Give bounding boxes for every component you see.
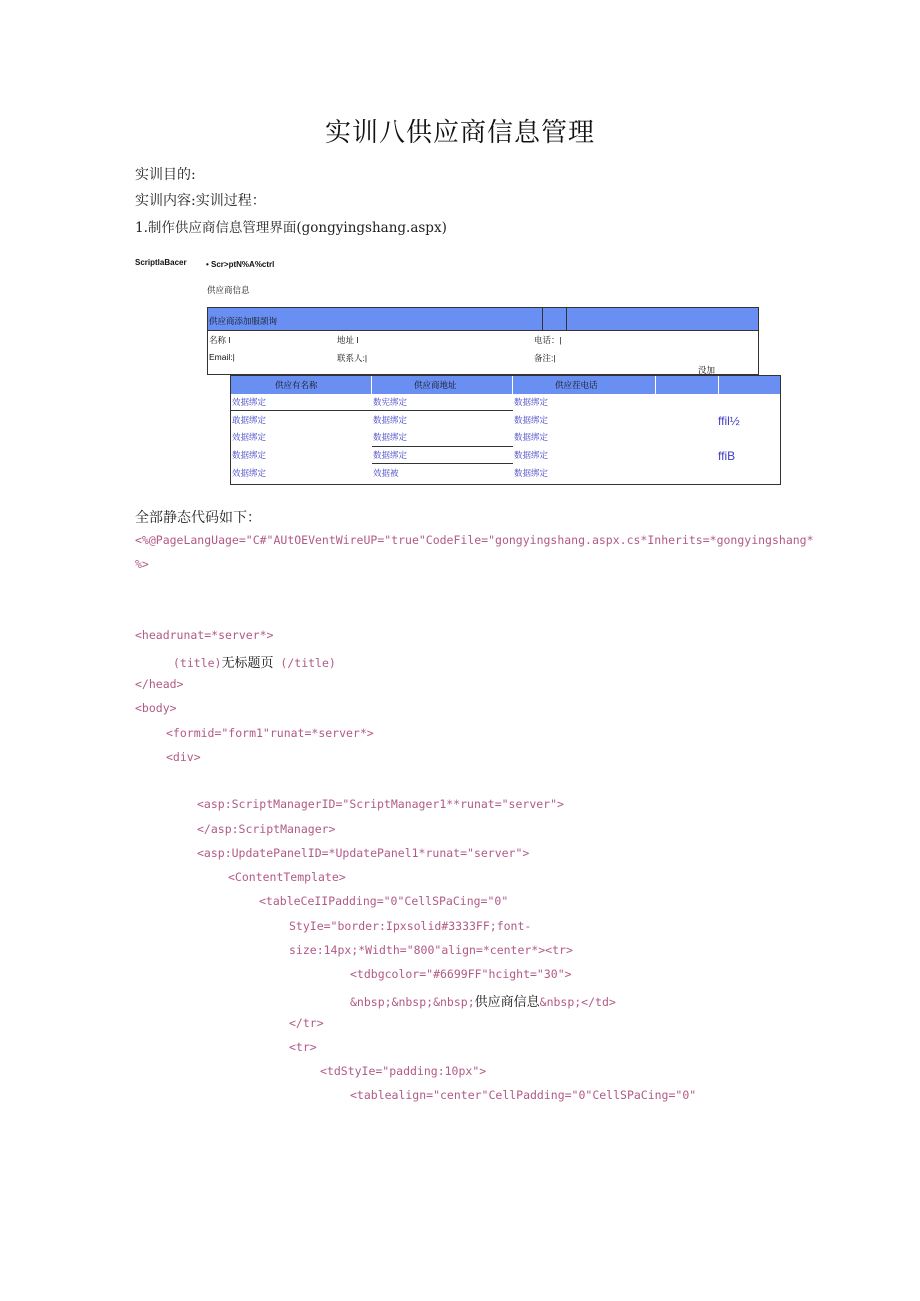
code-line-tr-close: </tr> (289, 1016, 324, 1030)
grid-cell: 效据绑定 (232, 397, 267, 407)
content-line: 实训内容:实训过程： (135, 193, 266, 209)
grid-header-name: 供应有名称 (275, 380, 318, 390)
grid-cell: 数据绑定 (514, 432, 549, 442)
email-field[interactable]: Email:| (209, 352, 235, 362)
grid-cell: 数据绑定 (514, 468, 549, 478)
code-line-table-style: StyIe="border:Ipxsolid#3333FF;font- (289, 919, 532, 933)
grid-cell: 数据绑定 (232, 450, 267, 460)
code-line-td-padding: <tdStyIe="padding:10px"> (320, 1064, 487, 1078)
grid-cell: 效据绑定 (232, 432, 267, 442)
grid-header-row (231, 376, 780, 394)
script-label: ScriptlaBacer (135, 258, 187, 267)
grid-cell: 数据绑定 (373, 450, 408, 460)
code-line-table-size: size:14px;*Width="800"align=*center*><tr> (289, 943, 573, 957)
code-line-page-directive: <%@PageLangUage="C#"AUtOEVentWireUP="true"CodeFile="gongyingshang.aspx.cs*Inherits=*gongyingshang* (135, 533, 814, 547)
grid-cell: 数据绑定 (514, 450, 549, 460)
code-token: (title) (173, 656, 222, 670)
code-line-scriptmanager-open: <asp:ScriptManagerID="ScriptManager1**runat="server"> (197, 797, 564, 811)
panel-title: 供应商添加服颉询 (209, 316, 278, 326)
address-field[interactable]: 地址 I (337, 335, 359, 345)
step1-line: 1.制作供应商信息管理界面(gongyingshang.aspx) (135, 220, 447, 236)
remark-field[interactable]: 备注:| (534, 353, 556, 363)
supplier-form-panel (207, 307, 759, 375)
grid-cell: 效据被 (373, 468, 399, 478)
code-line-td-content (350, 991, 616, 1010)
contact-field[interactable]: 联系人:| (337, 353, 368, 363)
code-line-contenttemplate-open: <ContentTemplate> (228, 870, 346, 884)
code-line-td-bgcolor: <tdbgcolor="#6699FF"hcight="30"> (350, 967, 572, 981)
code-td-text: 供应商信息 (474, 995, 540, 1010)
grid-header-divider (655, 376, 656, 394)
script-manager-label: • Scr>ptN%A%ctrl (206, 260, 275, 269)
phone-field[interactable]: 电话：| (534, 335, 562, 345)
code-token: (/title) (280, 656, 336, 670)
grid-row-divider (231, 410, 513, 411)
code-line-div-open: <div> (166, 750, 201, 764)
code-line-inner-table: <tablealign="center"CellPadding="0"CellSPaCing="0" (350, 1088, 697, 1102)
purpose-line: 实训目的: (135, 167, 196, 183)
grid-cell: 效据绑定 (232, 468, 267, 478)
grid-header-divider (371, 376, 372, 394)
code-line-directive-end: %> (135, 557, 149, 571)
grid-cell: 数据绑定 (514, 397, 549, 407)
header-divider (566, 308, 567, 330)
grid-cell: 敢据绑定 (232, 415, 267, 425)
grid-cell: 数据绑定 (373, 432, 408, 442)
name-field[interactable]: 名称 I (209, 335, 231, 345)
code-token: &nbsp;&nbsp;&nbsp; (350, 995, 475, 1009)
static-code-heading: 全部静态代码如下： (135, 510, 261, 526)
grid-header-address: 供应商地址 (414, 380, 457, 390)
code-line-updatepanel-open: <asp:UpdatePanelID=*UpdatePanel1*runat="server"> (197, 846, 530, 860)
code-line-tr-open: <tr> (289, 1040, 317, 1054)
grid-row-divider (372, 446, 513, 447)
code-token: &nbsp;</td> (539, 995, 616, 1009)
code-title-text: 无标题页 (221, 656, 274, 671)
grid-header-divider (512, 376, 513, 394)
header-divider (542, 308, 543, 330)
grid-cell: 数据绑定 (514, 415, 549, 425)
grid-delete-link[interactable]: ffiB (718, 449, 736, 463)
code-line-form-open: <formid="form1"runat=*server*> (166, 726, 374, 740)
grid-header-divider (718, 376, 719, 394)
supplier-form-header (208, 308, 758, 331)
grid-row-divider (372, 463, 513, 464)
code-line-head-open: <headrunat=*server*> (135, 628, 274, 642)
code-line-scriptmanager-close: </asp:ScriptManager> (197, 822, 336, 836)
add-button[interactable]: 没加 (698, 365, 716, 375)
grid-cell: 数据绑定 (373, 415, 408, 425)
code-line-body-open: <body> (135, 701, 177, 715)
document-title: 实训八供应商信息管理 (324, 118, 595, 148)
code-line-title (173, 652, 336, 671)
grid-cell: 数宪绑定 (373, 397, 408, 407)
mock-caption: 供应商信息 (207, 285, 250, 295)
code-line-head-close: </head> (135, 677, 184, 691)
code-line-table-open: <tableCeIIPadding="0"CellSPaCing="0" (259, 894, 509, 908)
grid-edit-link[interactable]: ffil½ (718, 414, 740, 428)
grid-header-phone: 供应茬电话 (555, 380, 598, 390)
supplier-grid (230, 375, 781, 485)
